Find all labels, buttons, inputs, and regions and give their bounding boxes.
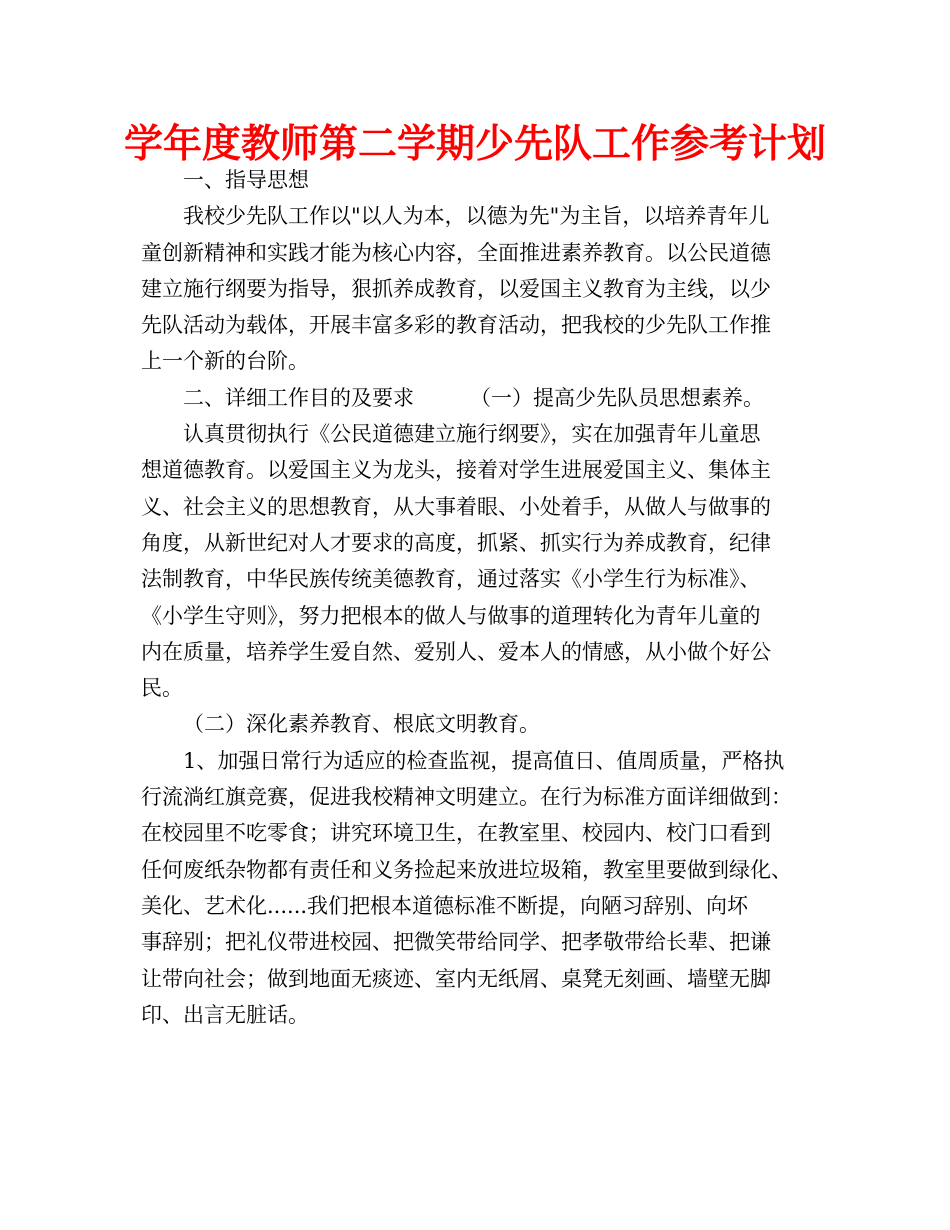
paragraph-line: 1、加强日常行为适应的检查监视，提高值日、值周质量，严格执 (183, 748, 785, 773)
paragraph-line: 法制教育，中华民族传统美德教育，通过落实《小学生行为标准》、 (141, 567, 761, 592)
paragraph-line: 事辞别；把礼仪带进校园、把微笑带给同学、把孝敬带给长辈、把谦 (141, 930, 771, 955)
document-title: 学年度教师第二学期少先队工作参考计划 (123, 122, 826, 167)
subsection-heading-1: （一）提高少先队员思想素养。 (470, 385, 764, 410)
paragraph-line: 角度，从新世纪对人才要求的高度，抓紧、抓实行为养成教育，纪律 (141, 530, 771, 555)
paragraph-line: 美化、艺术化......我们把根本道德标准不断提，向陋习辞别、向坏 (141, 893, 749, 918)
paragraph-line: 行流淌红旗竞赛，促进我校精神文明建立。在行为标准方面详细做到： (141, 785, 792, 810)
subsection-heading-2: （二）深化素养教育、根底文明教育。 (183, 712, 540, 737)
paragraph-line: 《小学生守则》，努力把根本的做人与做事的道理转化为青年儿童的 (141, 603, 761, 628)
paragraph-line: 在校园里不吃零食；讲究环境卫生，在教室里、校园内、校门口看到 (141, 821, 771, 846)
section-heading-objectives-text: 二、详细工作目的及要求 (183, 385, 414, 410)
document-body (141, 162, 813, 1033)
paragraph-line: 建立施行纲要为指导，狠抓养成教育，以爱国主义教育为主线，以少 (141, 276, 771, 301)
section-heading-objectives (141, 380, 813, 416)
paragraph-line: 让带向社会；做到地面无痰迹、室内无纸屑、桌凳无刻画、墙壁无脚 (141, 966, 771, 991)
paragraph-line: 义、社会主义的思想教育，从大事着眼、小处着手，从做人与做事的 (141, 494, 771, 519)
paragraph-line: 印、出言无脏话。 (141, 1002, 309, 1027)
section-heading-guiding-ideology: 一、指导思想 (183, 168, 309, 192)
paragraph-line: 内在质量，培养学生爱自然、爱别人、爱本人的情感，从小做个好公 (141, 639, 771, 664)
paragraph-line: 我校少先队工作以"以人为本，以德为先"为主旨，以培养青年儿 (183, 204, 770, 229)
paragraph-line: 先队活动为载体，开展丰富多彩的教育活动，把我校的少先队工作推 (141, 313, 771, 338)
paragraph-line: 认真贯彻执行《公民道德建立施行纲要》，实在加强青年儿童思 (183, 422, 761, 447)
paragraph-line: 任何废纸杂物都有责任和义务捡起来放进垃圾箱，教室里要做到绿化、 (141, 857, 792, 882)
paragraph-line: 民。 (141, 676, 183, 701)
paragraph-line: 想道德教育。以爱国主义为龙头，接着对学生进展爱国主义、集体主 (141, 458, 771, 483)
paragraph-line: 童创新精神和实践才能为核心内容，全面推进素养教育。以公民道德 (141, 240, 771, 265)
paragraph-line: 上一个新的台阶。 (141, 349, 309, 374)
